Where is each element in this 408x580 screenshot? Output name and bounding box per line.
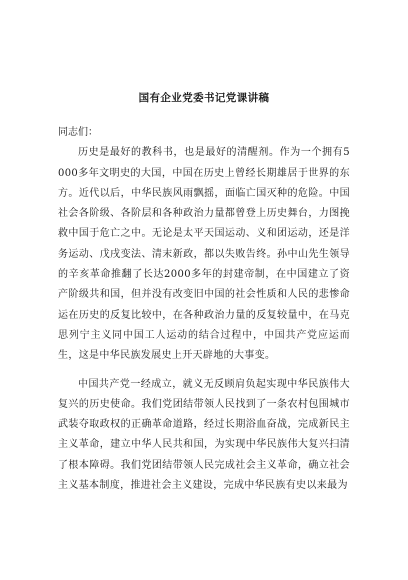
paragraph-1: 历史是最好的教科书，也是最好的清醒剂。作为一个拥有5000多年文明史的大国，中国在历史上曾经长期雄居于世界的东方。近代以后，中华民族风雨飘摇，面临亡国灭种的危险。中国社会各阶级、各阶层和各种政治力量都曾登上历史舞台，力图挽救中国于危亡之中。无论是太平天国运动、义和团运动，还是洋务运动、戊戌变法、清末新政，都以失败告终。孙中山先生领导的辛亥革命推翻了长达2000多年的封建帝制，在中国建立了资产阶级共和国，但并没有改变旧中国的社会性质和人民的悲惨命运在历史的反复比较中，在各种政治力量的反复较量中，在马克思列宁主义同中国工人运动的结合过程中，中国共产党应运而生，这是中华民族发展史上开天辟地的大事变。: [58, 147, 350, 362]
paragraph-2: 中国共产党一经成立，就义无反顾肩负起实现中华民族伟大复兴的历史使命。我们党团结带领人民找到了一条农村包围城市武装夺取政权的正确革命道路，经过长期浴血奋战，完成新民主主义革命，建立中华人民共和国，为实现中华民族伟大复兴扫清了根本障碍。我们党团结带领人民完成社会主义革命，确立社会主义基本制度，推进社会主义建设，完成中华民族有史以来最为: [58, 378, 350, 492]
salutation: 同志们：: [58, 127, 98, 138]
document-title: 国有企业党委书记党课讲稿: [138, 92, 270, 104]
